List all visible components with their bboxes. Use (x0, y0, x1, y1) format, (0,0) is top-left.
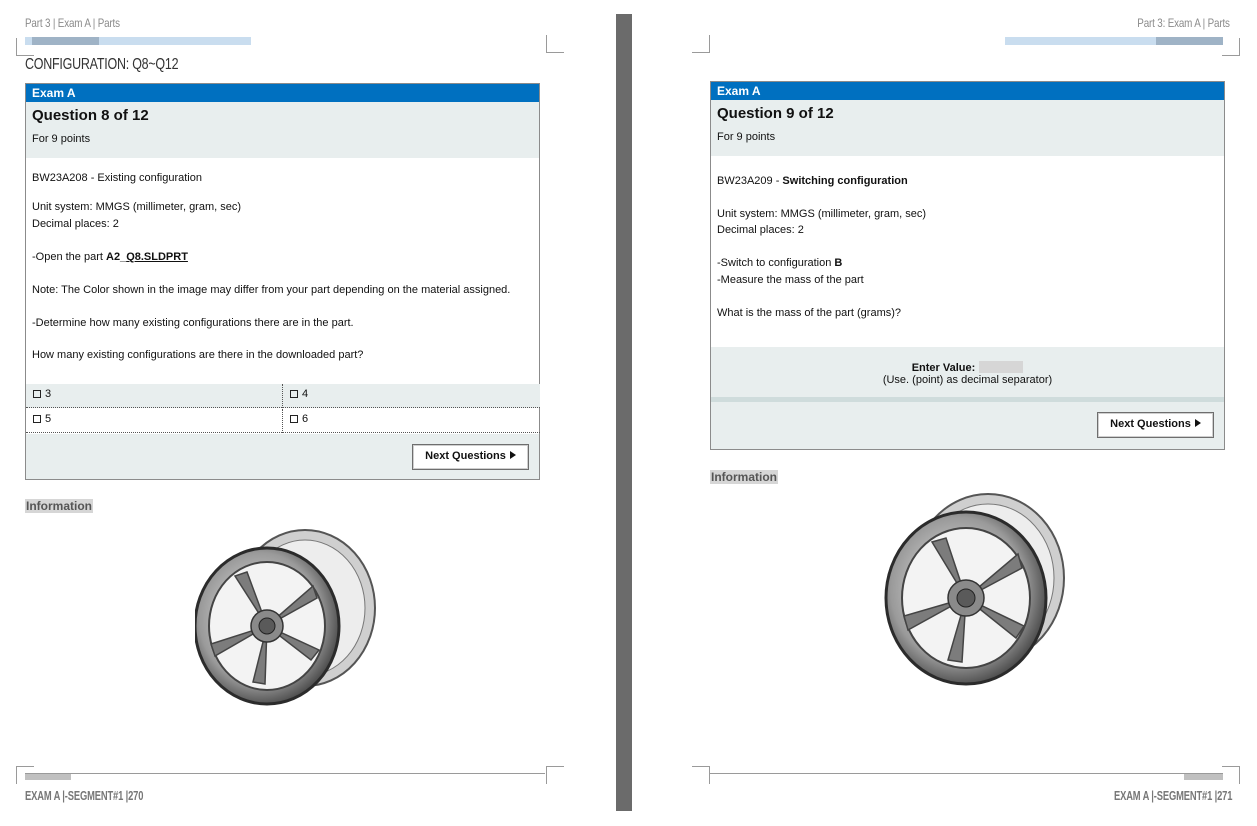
open-prefix: -Open the part (32, 251, 106, 263)
file-name: Q8.SLDPRT (126, 251, 188, 263)
config-name: B (834, 257, 843, 269)
value-input[interactable] (979, 361, 1023, 373)
header-band-accent (32, 37, 99, 45)
option-label: 4 (302, 388, 309, 400)
points-label: For 9 points (717, 131, 776, 143)
play-triangle-icon (510, 451, 516, 459)
switch-prefix: -Switch to configuration (717, 257, 835, 269)
question-text: How many existing configurations are there in the downloaded part? (32, 349, 364, 361)
question-code (717, 173, 908, 189)
wheel-rim-image (870, 490, 1070, 690)
next-questions-button[interactable] (412, 444, 529, 470)
corner-mark (1222, 766, 1240, 784)
question-header (26, 102, 539, 158)
question-box (710, 81, 1225, 450)
decimal-places: Decimal places: 2 (32, 218, 119, 230)
corner-mark (692, 35, 710, 53)
play-triangle-icon (1195, 419, 1201, 427)
question-title: Question 9 of 12 (717, 105, 834, 122)
running-head: Part 3: Exam A | Parts (1137, 16, 1230, 30)
option-4[interactable] (283, 384, 540, 408)
question-title: Question 8 of 12 (32, 107, 149, 124)
determine-line: -Determine how many existing configurations there are in the part. (32, 317, 354, 329)
running-head: Part 3 | Exam A | Parts (25, 16, 120, 30)
header-band-accent (1156, 37, 1223, 45)
option-5[interactable] (26, 409, 283, 433)
measure-line: -Measure the mass of the part (717, 274, 864, 286)
open-part-line (32, 249, 188, 265)
separator-note: (Use. (point) as decimal separator) (882, 374, 1053, 386)
corner-mark (692, 766, 710, 784)
corner-mark (546, 766, 564, 784)
question-code: BW23A208 - Existing configuration (32, 172, 202, 184)
checkbox-icon[interactable] (290, 390, 298, 398)
checkbox-icon[interactable] (290, 415, 298, 423)
option-6[interactable] (283, 409, 540, 433)
question-text: What is the mass of the part (grams)? (717, 307, 902, 319)
switch-line (717, 255, 842, 271)
option-label: 3 (45, 388, 52, 400)
footer-rule (710, 773, 1223, 774)
checkbox-icon[interactable] (33, 390, 41, 398)
next-button-label: Next Questions (1110, 418, 1191, 430)
option-label: 6 (302, 413, 309, 425)
question-box (25, 83, 540, 480)
nav-area (711, 402, 1224, 449)
question-header (711, 100, 1224, 156)
answer-area (711, 347, 1224, 397)
next-button-label: Next Questions (425, 450, 506, 462)
nav-area (26, 434, 539, 479)
options-row (26, 384, 540, 408)
options-row (26, 409, 540, 433)
option-3[interactable] (26, 384, 283, 408)
points-label: For 9 points (32, 133, 91, 145)
next-questions-button[interactable] (1097, 412, 1214, 438)
footer-rule (25, 773, 545, 774)
footer-page-number: EXAM A |-SEGMENT#1 |270 (25, 788, 144, 803)
footer-page-number: EXAM A |-SEGMENT#1 |271 (1113, 788, 1232, 803)
exam-header: Exam A (26, 84, 539, 102)
left-page (0, 0, 616, 826)
decimal-places: Decimal places: 2 (717, 224, 804, 236)
note-line: Note: The Color shown in the image may differ from your part depending on the material assigned. (32, 284, 511, 296)
information-label: Information (26, 499, 92, 513)
footer-accent (25, 774, 71, 780)
option-label: 5 (45, 413, 52, 425)
code-prefix: BW23A209 - (717, 175, 783, 187)
corner-mark (1222, 38, 1240, 56)
footer-accent (1184, 774, 1223, 780)
enter-value-label: Enter Value: (911, 362, 976, 374)
unit-system: Unit system: MMGS (millimeter, gram, sec) (717, 208, 927, 220)
wheel-rim-image (195, 528, 379, 710)
corner-mark (546, 35, 564, 53)
section-title: CONFIGURATION: Q8~Q12 (25, 56, 179, 73)
information-label: Information (711, 470, 777, 484)
checkbox-icon[interactable] (33, 415, 41, 423)
exam-header: Exam A (711, 82, 1224, 100)
file-prefix: A2_ (106, 251, 127, 263)
enter-value-row (711, 361, 1224, 374)
code-title: Switching configuration (782, 175, 908, 187)
right-page (632, 0, 1257, 826)
unit-system: Unit system: MMGS (millimeter, gram, sec) (32, 201, 242, 213)
page-gutter (616, 14, 632, 811)
